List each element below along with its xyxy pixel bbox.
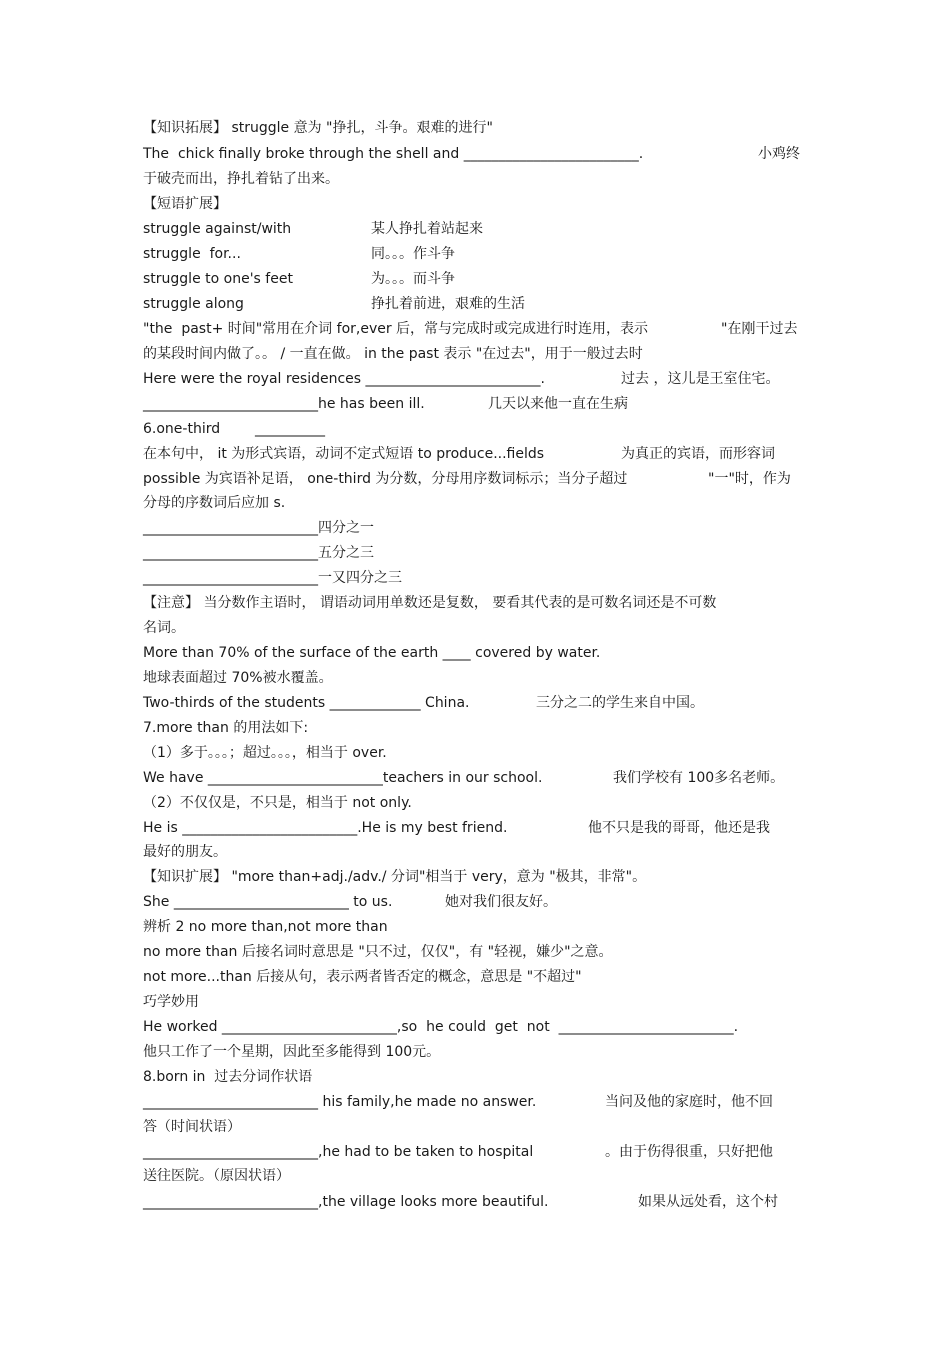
line-text: 名词。 [143, 620, 185, 636]
line-text-right: 如果从远处看，这个村 [638, 1194, 778, 1210]
line-text-right: 他不只是我的哥哥，他还是我 [588, 820, 770, 836]
line-text-right: 当问及他的家庭时，他不回 [605, 1094, 773, 1110]
line-text-right: "一"时，作为 [708, 471, 791, 487]
line-text: 送往医院。（原因状语） [143, 1168, 290, 1184]
line-text: 【短语扩展】 [143, 196, 227, 212]
line-text-right: 为。。。而斗争 [371, 271, 455, 287]
line-text: _________________________五分之三 [143, 545, 374, 561]
line-text: 6.one-third [143, 421, 221, 437]
line-text: struggle for... [143, 246, 241, 262]
line-text-right: 同。。。作斗争 [371, 246, 455, 262]
line-text: 【知识扩展】 "more than+adj./adv./ 分词"相当于 very，意为 "极其，非常"。 [143, 869, 647, 885]
line-text-right: 为真正的宾语，而形容词 [621, 446, 775, 462]
line-text: Two-thirds of the students _____________ China. [143, 695, 470, 711]
line-text: struggle to one's feet [143, 271, 293, 287]
line-text: 的某段时间内做了。。 / 一直在做。 in the past 表示 "在过去"，用于一般过去时 [143, 346, 643, 362]
line-text: Here were the royal residences _________________________. [143, 371, 545, 387]
line-text: He worked _________________________,so he could get not _________________________. [143, 1019, 739, 1035]
line-text: The chick finally broke through the shell and _________________________. [143, 146, 644, 162]
line-text: struggle along [143, 296, 244, 312]
line-text: 于破壳而出，挣扎着钻了出来。 [143, 171, 339, 187]
line-text-right: 几天以来他一直在生病 [488, 396, 628, 412]
line-text: possible 为宾语补足语， one-third 为分数，分母用序数词标示；当分子超过 [143, 471, 628, 487]
line-text: 辨析 2 no more than,not more than [143, 919, 388, 935]
line-text: （2）不仅仅是，不只是，相当于 not only. [143, 795, 412, 811]
line-text-right: 挣扎着前进，艰难的生活 [371, 296, 525, 312]
line-text: 分母的序数词后应加 s. [143, 495, 286, 511]
line-text: He is _________________________.He is my best friend. [143, 820, 508, 836]
line-text: not more...than 后接从句，表示两者皆否定的概念，意思是 "不超过" [143, 969, 582, 985]
line-text: struggle against/with [143, 221, 292, 237]
line-text: 8.born in 过去分词作状语 [143, 1069, 313, 1085]
line-text: （1）多于。。。；超过。。。，相当于 over. [143, 745, 387, 761]
line-text: 在本句中， it 为形式宾语，动词不定式短语 to produce...fields [143, 446, 545, 462]
line-text-right: 我们学校有 100多名老师。 [613, 770, 785, 786]
line-text: _________________________he has been ill. [143, 396, 425, 412]
line-text: _________________________四分之一 [143, 520, 374, 536]
line-text: She _________________________ to us. [143, 894, 393, 910]
line-text: 他只工作了一个星期，因此至多能得到 100元。 [143, 1044, 441, 1060]
line-text: _________________________一又四分之三 [143, 570, 402, 586]
line-text: _________________________,the village looks more beautiful. [143, 1194, 549, 1210]
line-text: 最好的朋友。 [143, 844, 227, 860]
line-text-right: 某人挣扎着站起来 [371, 221, 483, 237]
line-text: _________________________,he had to be taken to hospital [143, 1144, 534, 1160]
line-text-right: 。由于伤得很重，只好把他 [605, 1144, 773, 1160]
line-text: More than 70% of the surface of the earth ____ covered by water. [143, 645, 601, 661]
line-text: 答（时间状语） [143, 1119, 241, 1135]
line-text: We have _________________________teachers in our school. [143, 770, 543, 786]
line-text: 【知识拓展】 struggle 意为 "挣扎，斗争。艰难的进行" [143, 120, 493, 136]
line-text: 巧学妙用 [143, 994, 199, 1010]
line-text: "the past+ 时间"常用在介词 for,ever 后，常与完成时或完成进行时连用，表示 [143, 321, 649, 337]
line-text: 地球表面超过 70%被水覆盖。 [143, 670, 333, 686]
line-text: _________________________ his family,he made no answer. [143, 1094, 537, 1110]
line-text-right: 三分之二的学生来自中国。 [536, 695, 704, 711]
line-text: 7.more than 的用法如下: [143, 720, 309, 736]
line-text-right: 过去 ，这儿是王室住宅。 [621, 371, 780, 387]
line-text-right: 小鸡终 [758, 146, 800, 162]
line-text-right: __________ [255, 421, 325, 437]
line-text-right: 她对我们很友好。 [445, 894, 557, 910]
line-text: 【注意】 当分数作主语时， 谓语动词用单数还是复数， 要看其代表的是可数名词还是不可数 [143, 595, 717, 611]
line-text-right: "在刚干过去 [721, 321, 798, 337]
line-text: no more than 后接名词时意思是 "只不过，仅仅"，有 "轻视，嫌少"之意。 [143, 944, 613, 960]
